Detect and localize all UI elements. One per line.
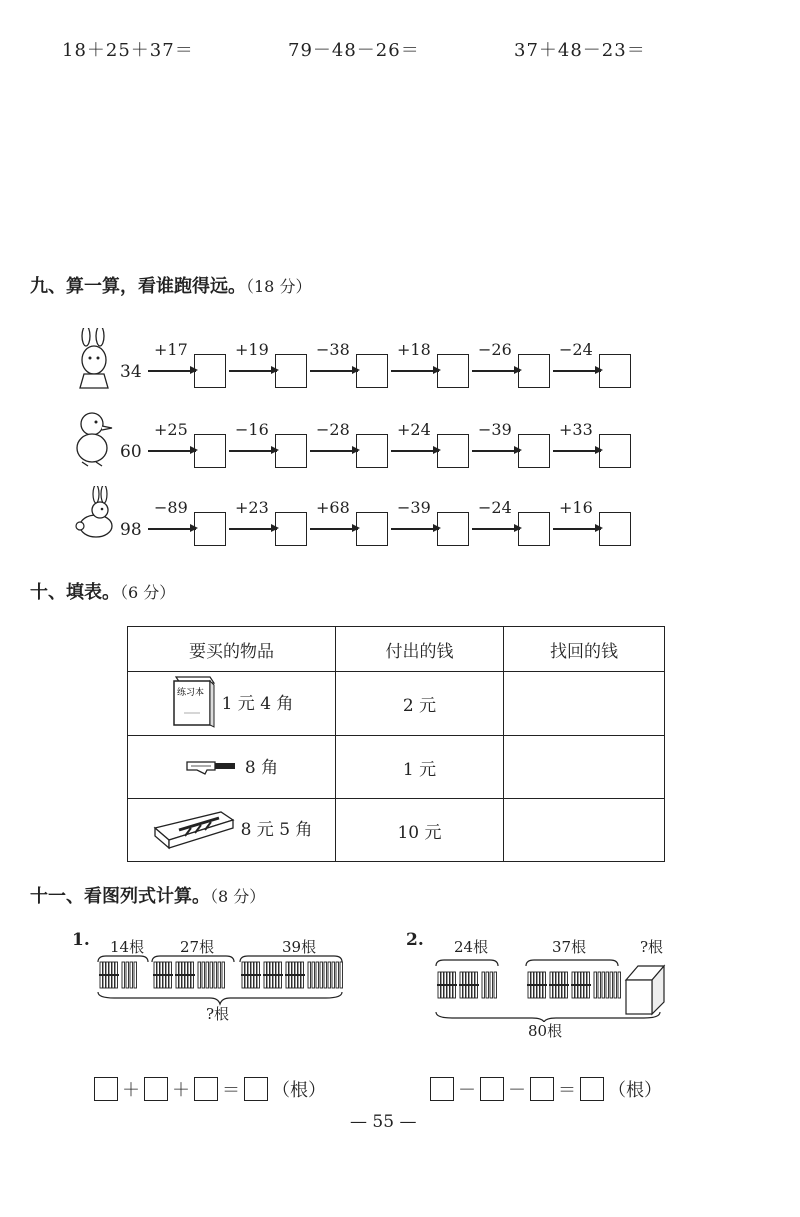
problem-2-sticks-figure [432, 952, 672, 1022]
single-stick [602, 972, 605, 998]
equation-2: 79－48－26＝ [288, 40, 420, 61]
operation-label: +33 [559, 420, 593, 439]
operation-label: −16 [235, 420, 269, 439]
paid-cell: 2 元 [336, 672, 504, 736]
section-11-heading: 十一、看图列式计算。 [30, 886, 210, 907]
chain-step [391, 420, 471, 470]
problem-2-label-a: 24根 [454, 938, 489, 956]
arrow-icon [229, 450, 277, 452]
operation-label: +19 [235, 340, 269, 359]
single-stick [328, 962, 331, 988]
answer-box[interactable] [244, 1077, 268, 1101]
operation-label: +16 [559, 498, 593, 517]
chain-step [148, 340, 228, 390]
chain-step [553, 420, 633, 470]
single-stick [308, 962, 311, 988]
arrow-icon [553, 528, 601, 530]
arrow-icon [310, 528, 358, 530]
single-stick [618, 972, 621, 998]
section-9-heading: 九、算一算，看谁跑得远。 [30, 276, 246, 297]
item-price: 8 角 [244, 758, 279, 779]
single-stick [198, 962, 201, 988]
answer-box[interactable] [580, 1077, 604, 1101]
single-stick [594, 972, 597, 998]
operation-label: −28 [316, 420, 350, 439]
table-header-row [128, 627, 665, 672]
price-table [127, 626, 665, 862]
problem-2-number: 2. [406, 930, 424, 950]
problem-1-total: ?根 [206, 1005, 230, 1023]
single-stick [210, 962, 213, 988]
section-9-points: （18 分） [246, 277, 312, 296]
chain-step [229, 340, 309, 390]
op-equals: ＝ [558, 1080, 576, 1101]
single-stick [610, 972, 613, 998]
answer-box[interactable] [356, 512, 388, 546]
table-row [128, 736, 665, 799]
equation-1: 18＋25＋37＝ [62, 40, 194, 61]
operation-label: −39 [397, 498, 431, 517]
operation-label: +68 [316, 498, 350, 517]
arrow-icon [472, 528, 520, 530]
operation-label: +17 [154, 340, 188, 359]
single-stick [320, 962, 323, 988]
unit-label: （根） [608, 1080, 662, 1101]
op-plus: ＋ [122, 1080, 140, 1101]
single-stick [312, 962, 315, 988]
answer-box[interactable] [430, 1077, 454, 1101]
answer-box[interactable] [194, 354, 226, 388]
problem-1-label-b: 27根 [180, 938, 215, 956]
item-cell [128, 799, 336, 862]
rabbit-girl-icon [70, 328, 118, 390]
operation-label: −89 [154, 498, 188, 517]
header-item: 要买的物品 [128, 627, 336, 672]
section-10-points: （6 分） [120, 583, 176, 602]
chain-step [148, 420, 228, 470]
pencil-sharpener-knife-icon [185, 756, 239, 776]
change-cell[interactable] [504, 672, 665, 736]
paid-cell: 10 元 [336, 799, 504, 862]
problem-1-number: 1. [72, 930, 90, 950]
change-cell[interactable] [504, 736, 665, 799]
table-row [128, 672, 665, 736]
arrow-icon [148, 450, 196, 452]
run-chain [70, 328, 650, 398]
answer-box[interactable] [437, 354, 469, 388]
run-chain [70, 408, 650, 478]
single-stick [218, 962, 221, 988]
answer-box[interactable] [275, 434, 307, 468]
problem-2-total: 80根 [528, 1022, 563, 1040]
paid-cell: 1 元 [336, 736, 504, 799]
duck-icon [70, 408, 118, 470]
section-9-title [30, 272, 311, 298]
notebook-label: 练习本 [176, 688, 204, 698]
arrow-icon [229, 370, 277, 372]
chain-step [310, 498, 390, 548]
operation-label: +24 [397, 420, 431, 439]
arrow-icon [148, 370, 196, 372]
answer-box[interactable] [275, 512, 307, 546]
chain-step [310, 420, 390, 470]
problem-1-label-c: 39根 [282, 938, 317, 956]
answer-box[interactable] [530, 1077, 554, 1101]
operation-label: −38 [316, 340, 350, 359]
item-price: 8 元 5 角 [240, 820, 313, 840]
answer-box[interactable] [599, 512, 631, 546]
single-stick [336, 962, 339, 988]
problem-1-sticks-figure [94, 952, 344, 1007]
pencil-case-icon [151, 806, 235, 850]
answer-box[interactable] [518, 354, 550, 388]
single-stick [134, 962, 137, 988]
item-price: 1 元 4 角 [221, 693, 294, 714]
problem-2-label-c: ?根 [640, 938, 664, 956]
arrow-icon [229, 528, 277, 530]
item-cell [128, 736, 336, 799]
operation-label: +18 [397, 340, 431, 359]
section-10-heading: 十、填表。 [30, 582, 120, 603]
single-stick [222, 962, 225, 988]
unit-label: （根） [272, 1080, 326, 1101]
answer-box[interactable] [599, 434, 631, 468]
arrow-icon [472, 370, 520, 372]
answer-box[interactable] [144, 1077, 168, 1101]
chain-step [472, 340, 552, 390]
answer-box[interactable] [437, 434, 469, 468]
chain-step [229, 420, 309, 470]
operation-label: +25 [154, 420, 188, 439]
rabbit-icon [70, 486, 118, 548]
chain-step [472, 498, 552, 548]
op-plus: ＋ [172, 1080, 190, 1101]
single-stick [614, 972, 617, 998]
operation-label: +23 [235, 498, 269, 517]
arrow-icon [553, 370, 601, 372]
single-stick [122, 962, 125, 988]
arrow-icon [148, 528, 196, 530]
operation-label: −26 [478, 340, 512, 359]
answer-box[interactable] [437, 512, 469, 546]
arrow-icon [391, 370, 439, 372]
answer-box[interactable] [194, 434, 226, 468]
chain-step [229, 498, 309, 548]
run-chain [70, 486, 650, 556]
table-row [128, 799, 665, 862]
single-stick [324, 962, 327, 988]
single-stick [482, 972, 485, 998]
section-11-title [30, 882, 265, 908]
single-stick [486, 972, 489, 998]
answer-box[interactable] [194, 512, 226, 546]
arrow-icon [391, 528, 439, 530]
chain-step [391, 340, 471, 390]
op-equals: ＝ [222, 1080, 240, 1101]
single-stick [490, 972, 493, 998]
arrow-icon [310, 450, 358, 452]
arrow-icon [472, 450, 520, 452]
operation-label: −24 [559, 340, 593, 359]
arrow-icon [310, 370, 358, 372]
single-stick [316, 962, 319, 988]
operation-label: −24 [478, 498, 512, 517]
start-number: 60 [120, 442, 142, 462]
answer-box[interactable] [194, 1077, 218, 1101]
single-stick [494, 972, 497, 998]
chain-step [310, 340, 390, 390]
single-stick [202, 962, 205, 988]
item-cell [128, 672, 336, 736]
answer-box[interactable] [275, 354, 307, 388]
op-minus: － [508, 1080, 526, 1101]
start-number: 98 [120, 520, 142, 540]
chain-step [148, 498, 228, 548]
change-cell[interactable] [504, 799, 665, 862]
single-stick [340, 962, 343, 988]
answer-box[interactable] [480, 1077, 504, 1101]
formula-1 [94, 1076, 326, 1102]
single-stick [126, 962, 129, 988]
answer-box[interactable] [356, 434, 388, 468]
single-stick [606, 972, 609, 998]
single-stick [214, 962, 217, 988]
answer-box[interactable] [518, 512, 550, 546]
arrow-icon [391, 450, 439, 452]
answer-box[interactable] [518, 434, 550, 468]
single-stick [206, 962, 209, 988]
op-minus: － [458, 1080, 476, 1101]
notebook-icon [170, 673, 216, 729]
arrow-icon [553, 450, 601, 452]
equation-3: 37＋48－23＝ [514, 40, 646, 61]
page-number: — 55 — [350, 1112, 417, 1132]
operation-label: −39 [478, 420, 512, 439]
formula-2 [430, 1076, 662, 1102]
answer-box[interactable] [94, 1077, 118, 1101]
answer-box[interactable] [356, 354, 388, 388]
single-stick [130, 962, 133, 988]
chain-step [553, 340, 633, 390]
header-change: 找回的钱 [504, 627, 665, 672]
single-stick [598, 972, 601, 998]
chain-step [553, 498, 633, 548]
problem-2-label-b: 37根 [552, 938, 587, 956]
chain-step [391, 498, 471, 548]
start-number: 34 [120, 362, 142, 382]
answer-box[interactable] [599, 354, 631, 388]
single-stick [332, 962, 335, 988]
problem-1-label-a: 14根 [110, 938, 145, 956]
header-paid: 付出的钱 [336, 627, 504, 672]
section-11-points: （8 分） [210, 887, 266, 906]
chain-step [472, 420, 552, 470]
section-10-title [30, 578, 175, 604]
